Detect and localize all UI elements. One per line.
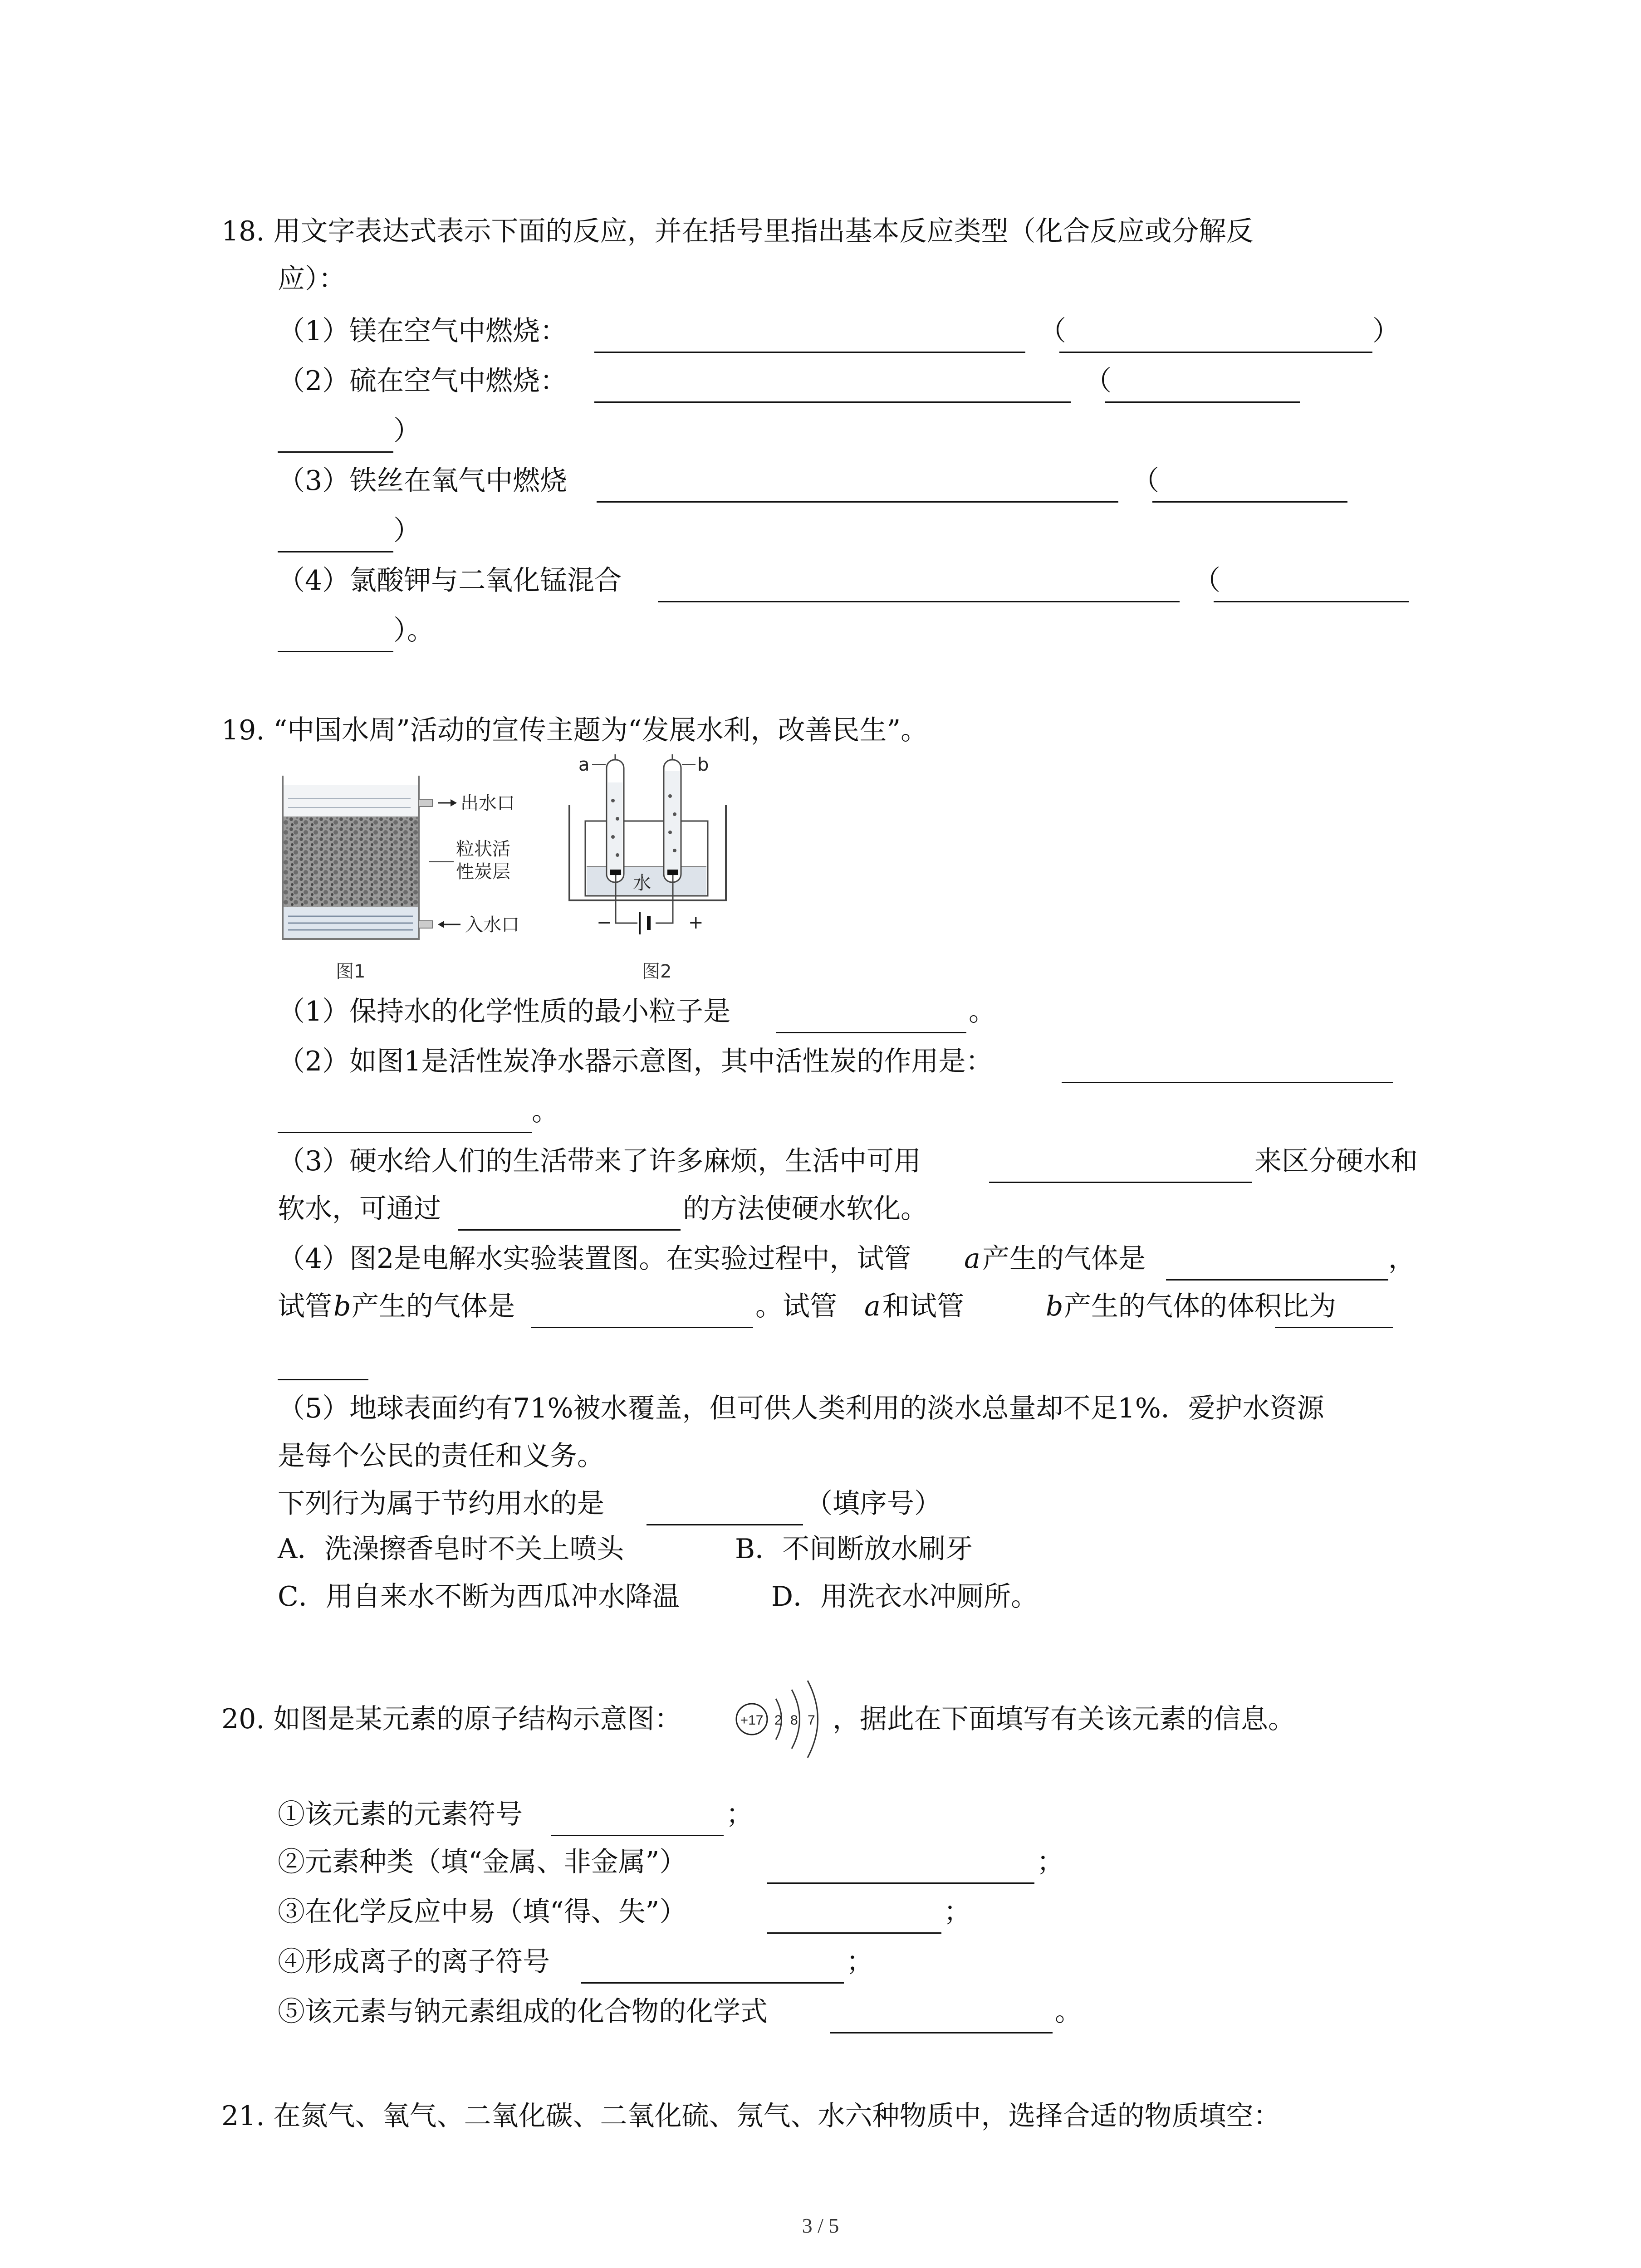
q19-part4-comma: ， xyxy=(1388,1243,1416,1275)
q20-item5-label: ⑤该元素与钠元素组成的化合物的化学式 xyxy=(278,1996,768,2028)
inlet-label: 入水口 xyxy=(465,914,519,935)
q18-part1-type-blank[interactable] xyxy=(1059,352,1372,353)
q18-part2-answer-blank[interactable] xyxy=(594,401,1071,403)
q20-item1-label: ①该元素的元素符号 xyxy=(278,1799,523,1830)
figure-1-water-purifier xyxy=(279,767,560,948)
q20-item5-blank[interactable] xyxy=(830,2032,1053,2033)
carbon-layer xyxy=(283,816,419,907)
q19-part4-text-f: 和试管 xyxy=(882,1290,964,1322)
tube-a-label: a xyxy=(578,754,590,775)
q20-item5-end: 。 xyxy=(1055,1996,1082,2028)
positive-terminal-label: + xyxy=(688,912,704,933)
q19-part3-text-b: 来区分硬水和 xyxy=(1254,1145,1418,1177)
q19-stem: 19. “中国水周”活动的宣传主题为“发展水利，改善民生”。 xyxy=(221,714,928,746)
q19-part4-text-a: （4）图2是电解水实验装置图。在实验过程中，试管 xyxy=(278,1243,911,1275)
tube-b-label: b xyxy=(697,754,709,775)
q19-part4-text-b: 产生的气体是 xyxy=(982,1243,1146,1275)
q18-part2-type-blank-cont[interactable] xyxy=(278,451,393,453)
q18-part4-type-blank[interactable] xyxy=(1214,601,1409,602)
figure-2-caption: 图2 xyxy=(642,961,672,982)
q18-part1-label: （1）镁在空气中燃烧： xyxy=(278,315,568,347)
water-label: 水 xyxy=(633,873,651,894)
carbon-layer-label-line1: 粒状活 xyxy=(456,839,510,860)
q19-option-a: A．洗澡擦香皂时不关上喷头 xyxy=(278,1533,624,1565)
q19-part4-blank1[interactable] xyxy=(1166,1279,1388,1281)
q18-part1-answer-blank[interactable] xyxy=(594,352,1025,353)
q18-part4-rparen-end: ）。 xyxy=(393,615,434,646)
q18-part3-lparen: （ xyxy=(1132,465,1159,497)
q20-item2-semicolon: ； xyxy=(1037,1846,1064,1878)
q18-part1-lparen: （ xyxy=(1039,315,1066,347)
q19-part4-var-b: b xyxy=(333,1290,351,1322)
q18-part3-rparen: ） xyxy=(393,515,421,547)
q19-part3-blank2[interactable] xyxy=(458,1229,681,1231)
q20-stem-b: ，据此在下面填写有关该元素的信息。 xyxy=(833,1703,1295,1735)
q20-item3-label: ③在化学反应中易（填“得、失”） xyxy=(278,1896,687,1928)
q18-part3-label: （3）铁丝在氧气中燃烧 xyxy=(278,465,568,497)
carbon-layer-label-line2: 性炭层 xyxy=(456,861,510,882)
q18-part2-label: （2）硫在空气中燃烧： xyxy=(278,365,568,397)
negative-terminal-label: − xyxy=(597,912,612,933)
q18-stem-line2: 应）： xyxy=(278,263,346,295)
q19-part4-text-g: 产生的气体的体积比为 xyxy=(1064,1290,1336,1322)
q19-part4-text-d: 产生的气体是 xyxy=(352,1290,515,1322)
q18-part3-answer-blank[interactable] xyxy=(597,501,1118,503)
electron-shell-1: 2 xyxy=(774,1713,782,1728)
q19-part4-text-c: 试管 xyxy=(278,1290,332,1322)
q18-part1-rparen: ） xyxy=(1372,315,1400,347)
q19-option-c: C．用自来水不断为西瓜冲水降温 xyxy=(278,1581,680,1613)
q18-part2-lparen: （ xyxy=(1084,365,1112,397)
q19-part5-text-c: 下列行为属于节约用水的是 xyxy=(278,1488,604,1520)
q20-item4-label: ④形成离子的离子符号 xyxy=(278,1946,550,1978)
electron-shell-3: 7 xyxy=(808,1713,815,1728)
q19-part1-label: （1）保持水的化学性质的最小粒子是 xyxy=(278,996,731,1027)
q18-part3-type-blank[interactable] xyxy=(1152,501,1347,503)
q19-part4-text-e: 。试管 xyxy=(755,1290,837,1322)
q20-item1-semicolon: ； xyxy=(726,1799,753,1830)
q20-item3-blank[interactable] xyxy=(767,1932,941,1934)
q18-part2-rparen: ） xyxy=(393,415,421,447)
q19-part5-text-b: 是每个公民的责任和义务。 xyxy=(278,1440,604,1472)
q19-part4-blank3[interactable] xyxy=(1275,1327,1393,1328)
figure-2-electrolysis xyxy=(565,751,737,950)
q19-part2-end: 。 xyxy=(532,1095,559,1127)
q19-part5-blank[interactable] xyxy=(647,1524,803,1525)
q20-item4-semicolon: ； xyxy=(846,1946,873,1978)
outlet-label: 出水口 xyxy=(460,793,515,814)
q19-part3-text-a: （3）硬水给人们的生活带来了许多麻烦，生活中可用 xyxy=(278,1145,921,1177)
q18-part2-type-blank[interactable] xyxy=(1105,401,1300,403)
q20-item4-blank[interactable] xyxy=(581,1982,844,1984)
q19-part4-var-a: a xyxy=(964,1243,980,1275)
q21-stem: 21. 在氮气、氧气、二氧化碳、二氧化硫、氖气、水六种物质中，选择合适的物质填空： xyxy=(221,2100,1281,2132)
q18-stem-line1: 18. 用文字表达式表示下面的反应，并在括号里指出基本反应类型（化合反应或分解反 xyxy=(221,215,1254,247)
q20-stem-a: 20. 如图是某元素的原子结构示意图： xyxy=(221,1703,682,1735)
q19-part5-text-c-end: （填序号） xyxy=(805,1488,941,1520)
q20-item2-label: ②元素种类（填“金属、非金属”） xyxy=(278,1846,687,1878)
electron-shell-2: 8 xyxy=(790,1713,798,1728)
q19-part3-blank1[interactable] xyxy=(989,1182,1252,1183)
q18-part3-type-blank-cont[interactable] xyxy=(278,551,393,552)
q20-item2-blank[interactable] xyxy=(767,1882,1034,1884)
q18-part4-type-blank-cont[interactable] xyxy=(278,651,393,652)
q19-part1-end: 。 xyxy=(969,996,996,1027)
q19-part4-blank2[interactable] xyxy=(531,1327,753,1328)
q18-part4-answer-blank[interactable] xyxy=(658,601,1180,602)
q19-part5-text-a: （5）地球表面约有71%被水覆盖，但可供人类利用的淡水总量却不足1%．爱护水资源 xyxy=(278,1393,1324,1424)
q19-part2-blank-cont[interactable] xyxy=(278,1132,532,1133)
q19-part3-text-d: 的方法使硬水软化。 xyxy=(683,1193,928,1225)
q19-part4-var-a2: a xyxy=(864,1290,881,1322)
nucleus-charge: +17 xyxy=(740,1713,764,1728)
q19-part1-blank[interactable] xyxy=(776,1032,966,1033)
q19-option-b: B．不间断放水刷牙 xyxy=(735,1533,973,1565)
q19-part2-blank[interactable] xyxy=(1062,1082,1393,1083)
figure-1-caption: 图1 xyxy=(336,961,366,982)
q20-item3-semicolon: ； xyxy=(944,1896,971,1928)
q19-part4-var-b2: b xyxy=(1046,1290,1063,1322)
atom-structure-diagram xyxy=(733,1674,833,1765)
q18-part4-lparen: （ xyxy=(1193,565,1220,596)
q18-part4-label: （4）氯酸钾与二氧化锰混合 xyxy=(278,565,622,596)
q19-option-d: D．用洗衣水冲厕所。 xyxy=(771,1581,1038,1613)
q19-part2-label: （2）如图1是活性炭净水器示意图，其中活性炭的作用是： xyxy=(278,1046,993,1077)
q20-item1-blank[interactable] xyxy=(551,1835,724,1836)
q19-part3-text-c: 软水，可通过 xyxy=(278,1193,441,1225)
page-number: 3 / 5 xyxy=(802,2214,839,2237)
q19-part4-blank3-cont[interactable] xyxy=(278,1379,368,1380)
